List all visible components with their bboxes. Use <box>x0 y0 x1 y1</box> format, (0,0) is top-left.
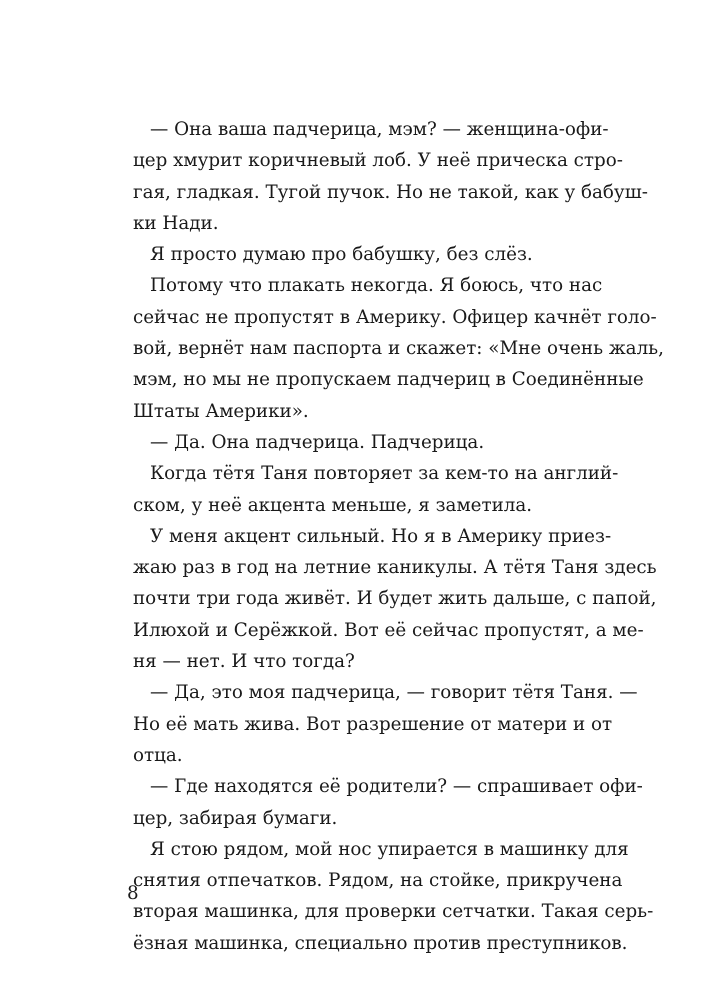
text-line: гая, гладкая. Тугой пучок. Но не такой, как у бабуш- <box>133 181 648 203</box>
text-line: отца. <box>133 744 183 766</box>
text-line: — Где находятся её родители? — спрашивает офи- <box>150 776 643 798</box>
text-line: мэм, но мы не пропускаем падчериц в Соединённые <box>133 369 644 391</box>
text-line: ском, у неё акцента меньше, я заметила. <box>133 494 533 516</box>
text-line: ки Нади. <box>133 212 219 234</box>
text-line: Штаты Америки». <box>133 400 309 422</box>
text-line: вторая машинка, для проверки сетчатки. Такая серь- <box>133 901 654 923</box>
text-line: Но её мать жива. Вот разрешение от матери и от <box>133 713 613 735</box>
text-line: почти три года живёт. И будет жить дальше, с папой, <box>133 588 657 610</box>
text-line: У меня акцент сильный. Но я в Америку приез- <box>150 525 612 547</box>
text-line: — Да. Она падчерица. Падчерица. <box>150 431 485 453</box>
body-text <box>133 114 664 959</box>
text-line: Я просто думаю про бабушку, без слёз. <box>150 244 533 266</box>
text-line: Когда тётя Таня повторяет за кем-то на англий- <box>150 463 619 485</box>
text-line: жаю раз в год на летние каникулы. А тётя Таня здесь <box>133 557 657 579</box>
text-line: цер, забирая бумаги. <box>133 807 338 829</box>
text-line: Илюхой и Серёжкой. Вот её сейчас пропустят, а ме- <box>133 619 644 641</box>
text-line: ёзная машинка, специально против преступников. <box>133 932 628 954</box>
text-line: сейчас не пропустят в Америку. Офицер качнёт голо- <box>133 306 657 328</box>
text-line: снятия отпечатков. Рядом, на стойке, прикручена <box>133 870 623 892</box>
text-line: — Она ваша падчерица, мэм? — женщина-офи- <box>150 119 609 140</box>
text-line: — Да, это моя падчерица, — говорит тётя Таня. — <box>150 682 638 704</box>
text-line: цер хмурит коричневый лоб. У неё прическа стро- <box>133 150 623 172</box>
text-line: вой, вернёт нам паспорта и скажет: «Мне очень жаль, <box>133 338 664 360</box>
page-number: 8 <box>127 883 139 904</box>
text-line: Потому что плакать некогда. Я боюсь, что нас <box>150 275 603 297</box>
text-line: Я стою рядом, мой нос упирается в машинку для <box>150 838 629 860</box>
text-line: ня — нет. И что тогда? <box>133 651 355 673</box>
